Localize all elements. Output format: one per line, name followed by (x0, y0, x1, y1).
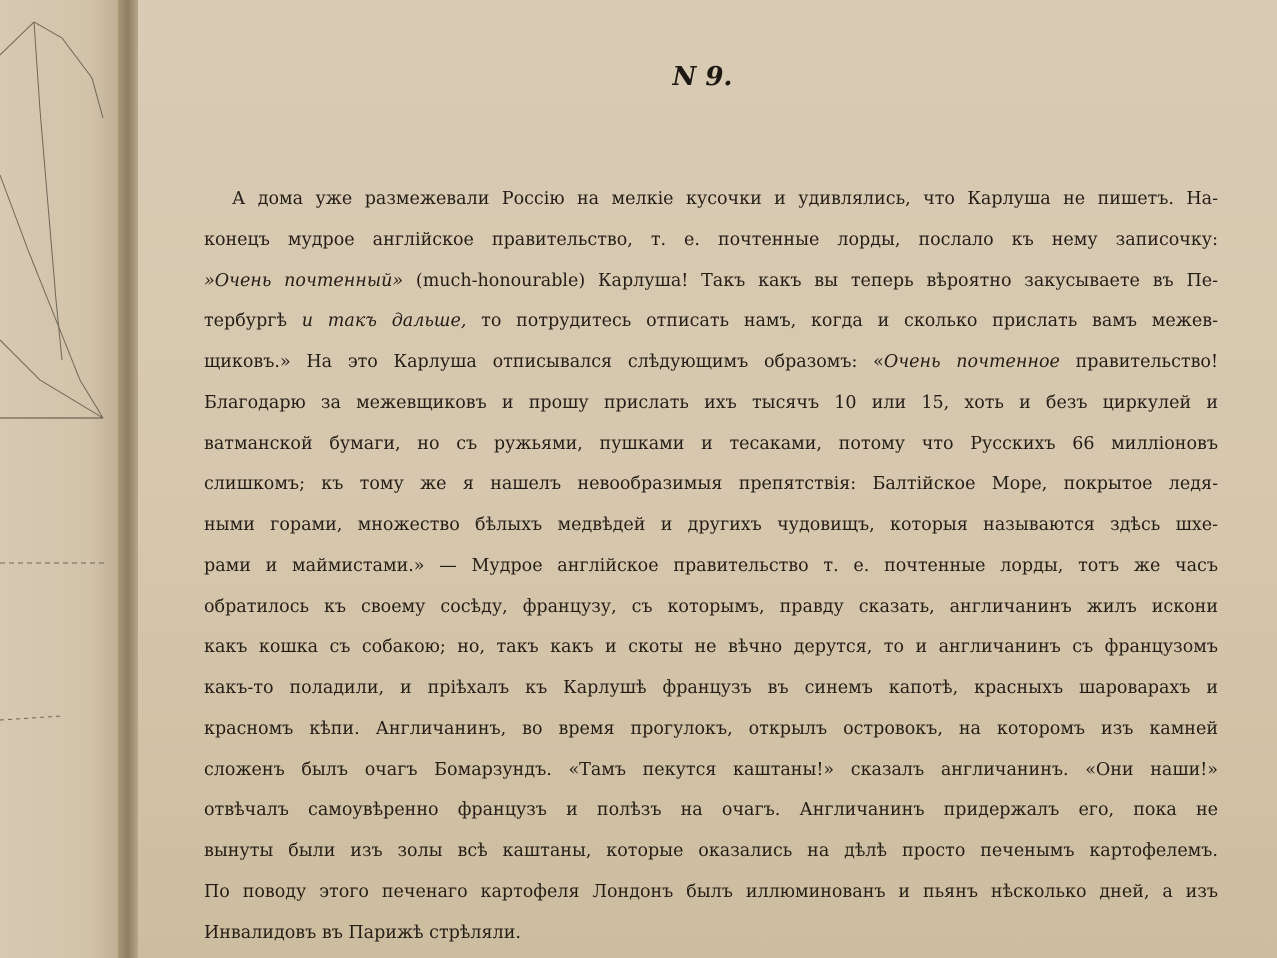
text-line: щиковъ.» На это Карлуша отписывался слѣдующимъ образомъ: «Очень почтенное правительство! (204, 352, 1218, 372)
left-page-edge (0, 0, 128, 958)
book-gutter (118, 0, 140, 958)
text-line: тербургѣ и такъ дальше, то потрудитесь отписать намъ, когда и сколько прислать вамъ межев- (204, 311, 1218, 332)
text-line: сложенъ былъ очагъ Бомарзундъ. «Тамъ пекутся каштаны!» сказалъ англичанинъ. «Они наши!» (204, 759, 1218, 780)
text-line: Благодарю за межевщиковъ и прошу прислать ихъ тысячъ 10 или 15, хоть и безъ циркулей и (204, 392, 1218, 413)
page-number: N 9. (672, 62, 733, 92)
text-line: А дома уже размежевали Россію на мелкіе кусочки и удивлялись, что Карлуша не пишетъ. На- (232, 189, 1218, 209)
text-line: вынуты были изъ золы всѣ каштаны, которые оказались на дѣлѣ просто печенымъ картофелемъ. (204, 841, 1218, 861)
left-page-sketch (0, 0, 128, 958)
text-line: рами и маймистами.» — Мудрое англійское правительство т. е. почтенные лорды, тотъ же часъ (204, 555, 1218, 576)
text-line: конецъ мудрое англійское правительство, т. е. почтенные лорды, послало къ нему записочку: (204, 229, 1218, 250)
body-text (204, 179, 1218, 953)
text-line: ватманской бумаги, но съ ружьями, пушками и тесаками, потому что Русскихъ 66 милліоновъ (204, 433, 1218, 454)
text-line: какъ кошка съ собакою; но, такъ какъ и скоты не вѣчно дерутся, то и англичанинъ съ французомъ (204, 637, 1218, 658)
text-line: какъ-то поладили, и пріѣхалъ къ Карлушѣ французъ въ синемъ капотѣ, красныхъ шароварахъ и (204, 678, 1218, 698)
text-line: красномъ кѣпи. Англичанинъ, во время прогулокъ, открылъ островокъ, на которомъ изъ камней (204, 718, 1218, 739)
text-line: слишкомъ; къ тому же я нашелъ невообразимыя препятствія: Балтійское Море, покрытое ледя- (204, 474, 1218, 495)
text-line: »Очень почтенный» (much-honourable) Карлуша! Такъ какъ вы теперь вѣроятно закусываете въ Пе- (204, 270, 1218, 291)
text-line: обратилось къ своему сосѣду, французу, съ которымъ, правду сказать, англичанинъ жилъ искони (204, 596, 1218, 617)
text-line: Инвалидовъ въ Парижѣ стрѣляли. (204, 922, 521, 943)
text-line: ными горами, множество бѣлыхъ медвѣдей и другихъ чудовищъ, которыя называются здѣсь шхе- (204, 515, 1218, 535)
text-line: По поводу этого печенаго картофеля Лондонъ былъ иллюминованъ и пьянъ нѣсколько дней, а изъ (204, 881, 1218, 902)
text-line: отвѣчалъ самоувѣренно французъ и полѣзъ на очагъ. Англичанинъ придержалъ его, пока не (204, 800, 1218, 821)
